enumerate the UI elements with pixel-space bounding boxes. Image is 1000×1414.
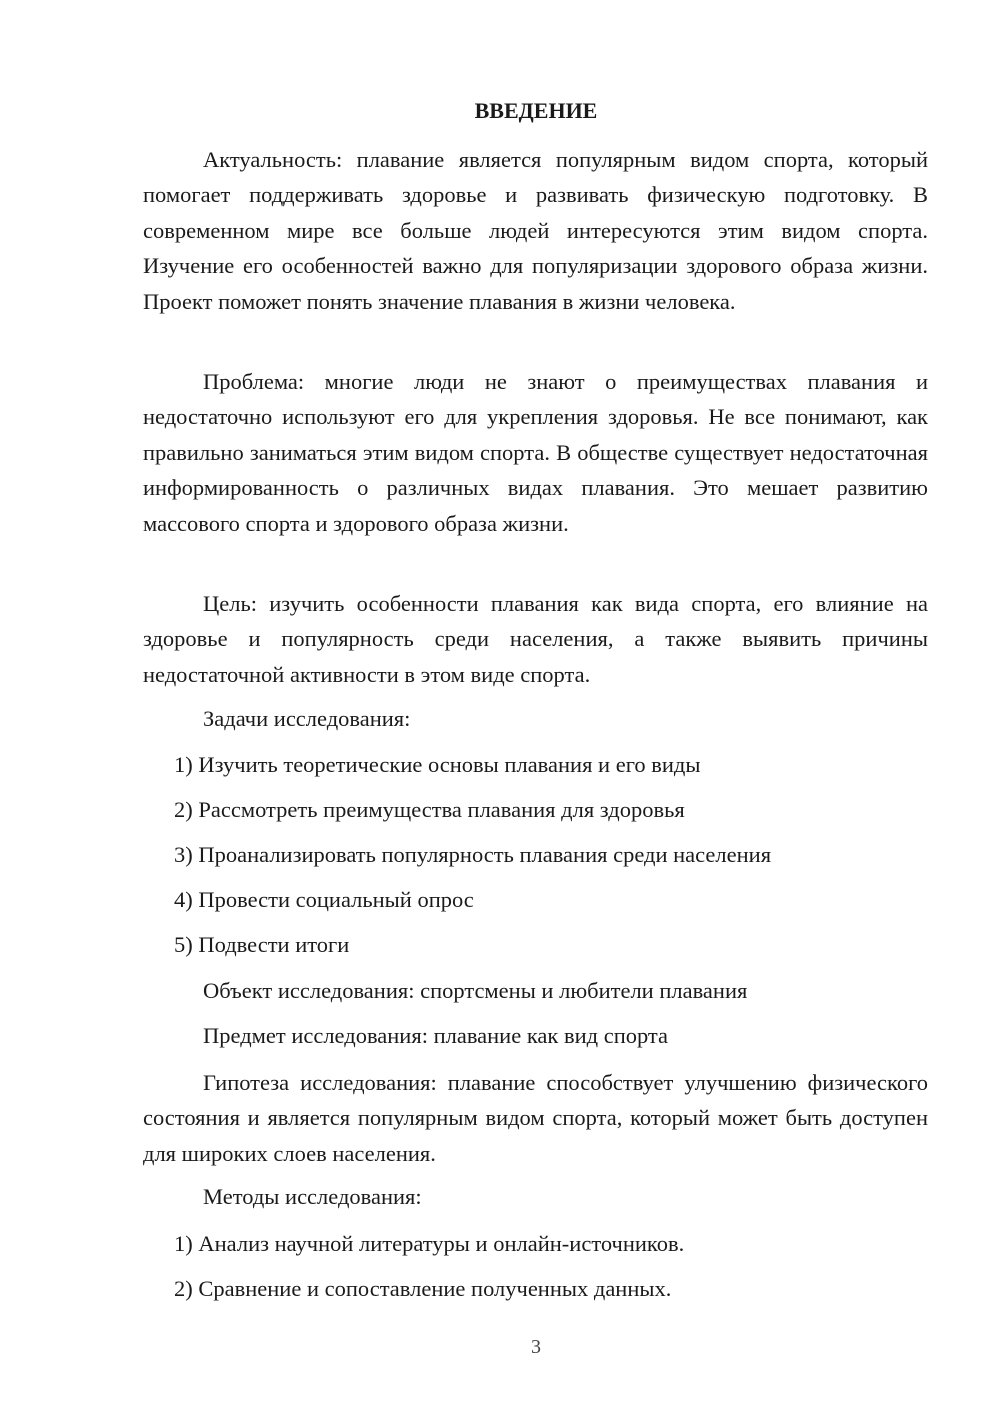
list-item: 4) Провести социальный опрос xyxy=(174,887,474,912)
research-object: Объект исследования: спортсмены и любители плавания xyxy=(203,978,748,1003)
list-item: 3) Проанализировать популярность плавания среди населения xyxy=(174,842,772,867)
page-number: 3 xyxy=(531,1336,541,1358)
research-subject: Предмет исследования: плавание как вид спорта xyxy=(203,1023,669,1048)
relevance-paragraph: Актуальность: плавание является популярным видом спорта, который помогает поддерживать здоровье и развивать физическую подготовку. В современном мире все больше людей интересуются этим видом спорта. Изучение его особенностей важно для популяризации здорового образа жизни. Проект поможет понять значение плавания в жизни человека. xyxy=(143,147,928,314)
list-item: 2) Рассмотреть преимущества плавания для здоровья xyxy=(174,797,685,822)
list-item: 2) Сравнение и сопоставление полученных данных. xyxy=(174,1276,672,1301)
tasks-heading: Задачи исследования: xyxy=(203,706,411,731)
hypothesis-paragraph: Гипотеза исследования: плавание способствует улучшению физического состояния и является популярным видом спорта, который может быть доступен для широких слоев населения. xyxy=(143,1070,928,1166)
list-item: 5) Подвести итоги xyxy=(174,932,350,957)
list-item: 1) Анализ научной литературы и онлайн-источников. xyxy=(174,1231,685,1256)
goal-paragraph: Цель: изучить особенности плавания как вида спорта, его влияние на здоровье и популярность среди населения, а также выявить причины недостаточной активности в этом виде спорта. xyxy=(143,591,928,687)
page-title: ВВЕДЕНИЕ xyxy=(474,98,598,123)
problem-paragraph: Проблема: многие люди не знают о преимуществах плавания и недостаточно используют его для укрепления здоровья. Не все понимают, как правильно заниматься этим видом спорта. В обществе существует недостаточная информированность о различных видах плавания. Это мешает развитию массового спорта и здорового образа жизни. xyxy=(143,369,928,536)
list-item: 1) Изучить теоретические основы плавания и его виды xyxy=(174,752,701,777)
methods-heading: Методы исследования: xyxy=(203,1184,422,1209)
